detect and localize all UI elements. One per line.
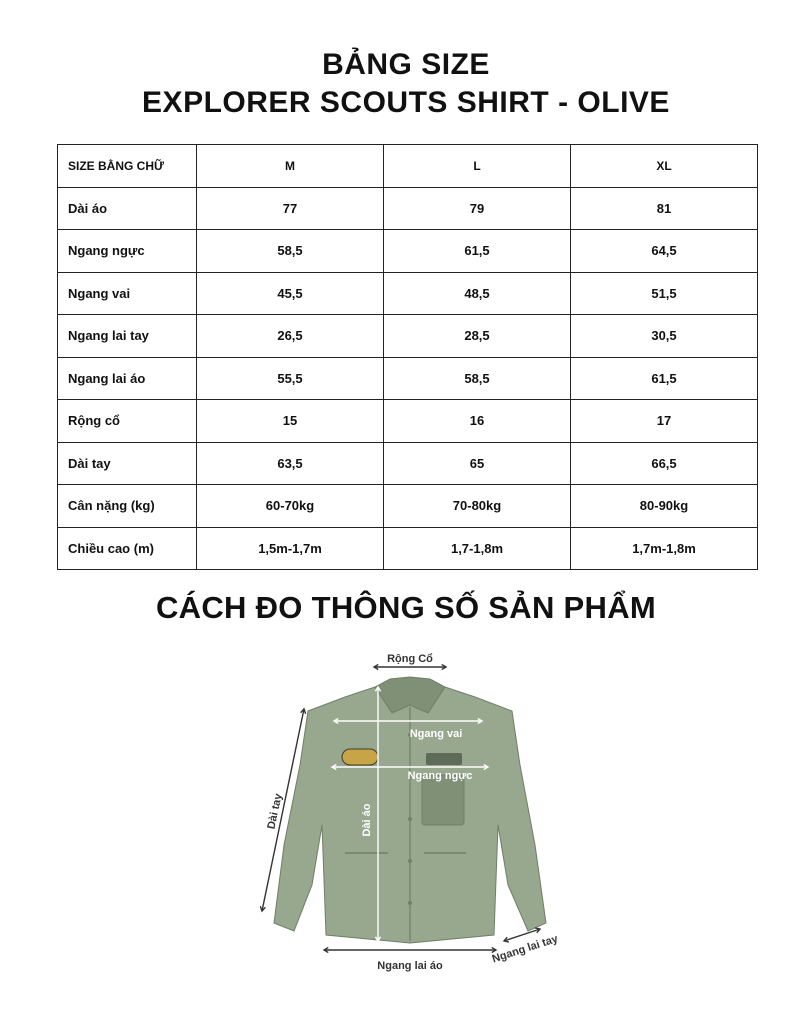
size-table <box>57 144 758 570</box>
table-cell: 60-70kg <box>197 485 384 528</box>
table-cell: 51,5 <box>571 272 758 315</box>
table-row <box>58 485 758 528</box>
table-row <box>58 230 758 273</box>
table-header-cell: SIZE BẰNG CHỮ <box>58 145 197 188</box>
table-cell: 63,5 <box>197 442 384 485</box>
table-cell: 81 <box>571 187 758 230</box>
table-cell: 80-90kg <box>571 485 758 528</box>
table-cell: 17 <box>571 400 758 443</box>
table-cell: 64,5 <box>571 230 758 273</box>
row-label: Dài áo <box>58 187 197 230</box>
table-cell: 28,5 <box>384 315 571 358</box>
row-label: Dài tay <box>58 442 197 485</box>
row-label: Ngang ngực <box>58 230 197 273</box>
table-cell: 15 <box>197 400 384 443</box>
hem-width-label: Ngang lai áo <box>377 960 443 972</box>
shirt-illustration <box>274 677 546 943</box>
table-cell: 48,5 <box>384 272 571 315</box>
table-cell: 58,5 <box>384 357 571 400</box>
table-header-cell: M <box>197 145 384 188</box>
table-cell: 45,5 <box>197 272 384 315</box>
row-label: Rộng cổ <box>58 400 197 443</box>
row-label: Ngang lai áo <box>58 357 197 400</box>
table-cell: 1,7-1,8m <box>384 527 571 570</box>
table-cell: 1,7m-1,8m <box>571 527 758 570</box>
table-cell: 66,5 <box>571 442 758 485</box>
table-cell: 58,5 <box>197 230 384 273</box>
row-label: Chiều cao (m) <box>58 527 197 570</box>
table-row <box>58 187 758 230</box>
collar-label: Rộng Cổ <box>387 653 433 665</box>
table-cell: 61,5 <box>571 357 758 400</box>
table-cell: 26,5 <box>197 315 384 358</box>
table-row <box>58 527 758 570</box>
table-cell: 16 <box>384 400 571 443</box>
table-cell: 61,5 <box>384 230 571 273</box>
table-header-cell: L <box>384 145 571 188</box>
table-header-cell: XL <box>571 145 758 188</box>
table-cell: 65 <box>384 442 571 485</box>
table-row <box>58 400 758 443</box>
page-title: BẢNG SIZE <box>322 48 490 81</box>
table-cell: 79 <box>384 187 571 230</box>
table-cell: 70-80kg <box>384 485 571 528</box>
row-label: Ngang lai tay <box>58 315 197 358</box>
shirt-measurement-diagram <box>250 645 570 985</box>
table-cell: 30,5 <box>571 315 758 358</box>
row-label: Ngang vai <box>58 272 197 315</box>
table-header-row <box>58 145 758 188</box>
cuff-width-label: Ngang lai tay <box>490 932 560 966</box>
table-row <box>58 272 758 315</box>
table-cell: 55,5 <box>197 357 384 400</box>
table-cell: 1,5m-1,7m <box>197 527 384 570</box>
sleeve-length-label: Dài tay <box>265 792 285 831</box>
shoulder-label: Ngang vai <box>409 728 463 740</box>
table-row <box>58 442 758 485</box>
row-label: Cân nặng (kg) <box>58 485 197 528</box>
table-cell: 77 <box>197 187 384 230</box>
product-title: EXPLORER SCOUTS SHIRT - OLIVE <box>142 86 670 119</box>
table-row <box>58 315 758 358</box>
body-length-label: Dài áo <box>361 803 373 837</box>
table-row <box>58 357 758 400</box>
chest-label: Ngang ngực <box>407 770 473 782</box>
measure-section-title: CÁCH ĐO THÔNG SỐ SẢN PHẨM <box>155 590 657 625</box>
